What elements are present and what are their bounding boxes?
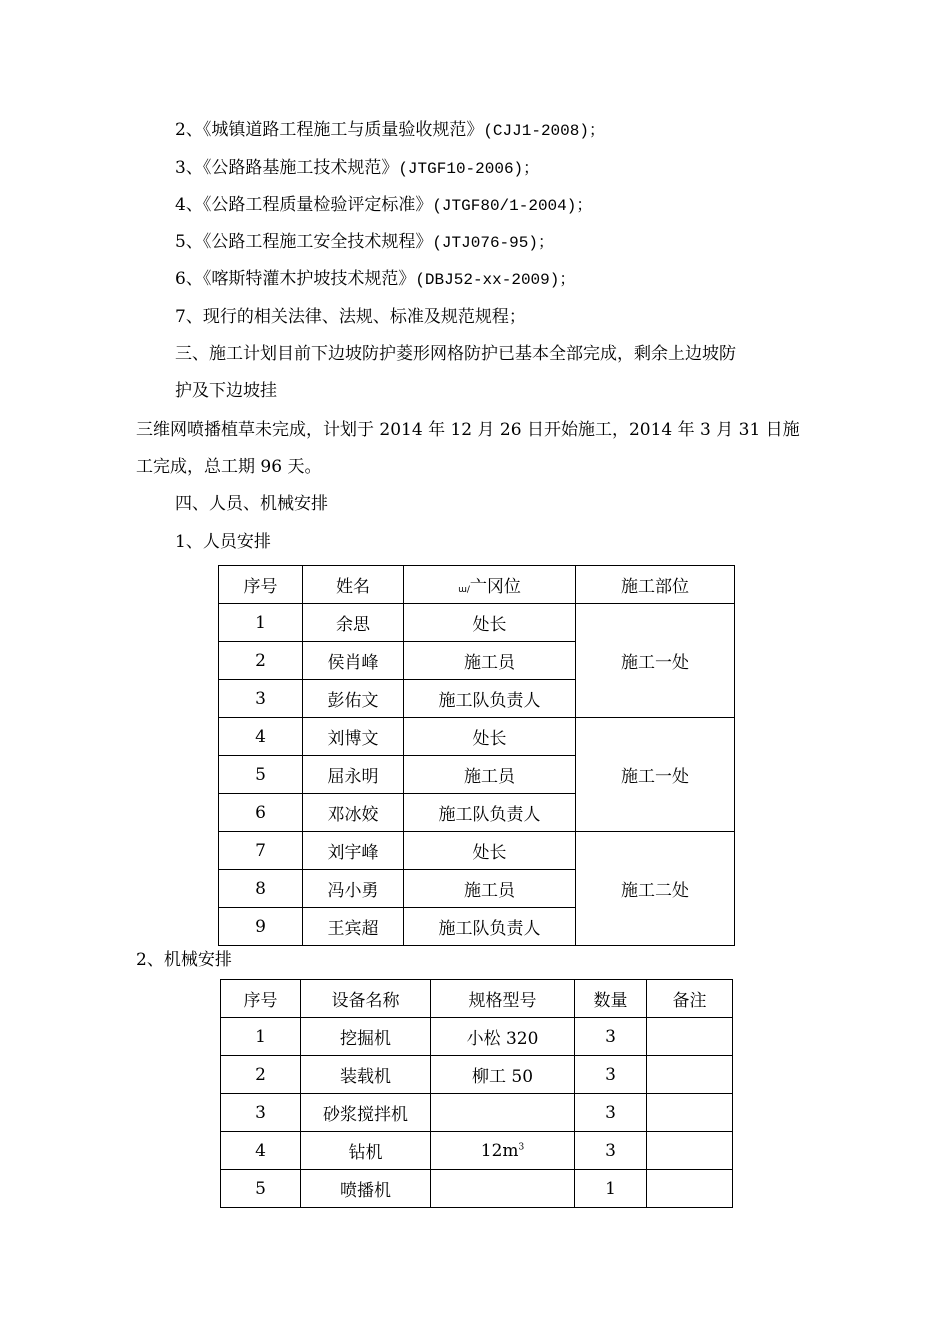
cell-no: 9 xyxy=(219,908,303,946)
table-header-row xyxy=(219,566,735,604)
cell-spec-exponent: 3 xyxy=(518,1141,525,1152)
cell-no: 1 xyxy=(219,604,303,642)
section3-line3: 三维网喷播植草未完成，计划于 2014 年 12 月 26 日开始施工，2014 年 3 月 31 日施 xyxy=(136,420,800,440)
table-row xyxy=(219,718,735,756)
personnel-subheading: 1、人员安排 xyxy=(175,532,271,552)
cell-name: 刘博文 xyxy=(303,718,404,756)
cell-name: 王宾超 xyxy=(303,908,404,946)
cell-dept-group: 施工一处 xyxy=(576,604,735,718)
ref-code: (JTGF10-2006)； xyxy=(398,160,540,178)
cell-name: 刘宇峰 xyxy=(303,832,404,870)
ref-item-2 xyxy=(175,118,605,143)
header-position-main: 亠冈位 xyxy=(469,577,521,597)
cell-no: 7 xyxy=(219,832,303,870)
cell-position: 施工队负责人 xyxy=(404,794,576,832)
cell-no: 6 xyxy=(219,794,303,832)
header-position xyxy=(404,566,576,604)
table-row xyxy=(219,832,735,870)
cell-position: 处长 xyxy=(404,604,576,642)
ref-code: (CJJ1-2008)； xyxy=(483,122,605,140)
personnel-table xyxy=(218,565,735,946)
cell-spec xyxy=(431,1170,575,1208)
ref-title: 《公路工程质量检验评定标准》 xyxy=(202,195,433,215)
cell-dept-group: 施工一处 xyxy=(576,718,735,832)
table-row xyxy=(221,1170,733,1208)
cell-no: 5 xyxy=(221,1170,301,1208)
cell-note xyxy=(647,1170,733,1208)
ref-code: (JTGF80/1-2004)； xyxy=(432,197,593,215)
cell-equipment-name: 挖掘机 xyxy=(301,1018,431,1056)
equipment-table xyxy=(220,979,733,1208)
ref-item-3 xyxy=(175,156,539,181)
ref-title: 《公路工程施工安全技术规程》 xyxy=(202,232,433,252)
cell-qty: 3 xyxy=(575,1132,647,1170)
cell-spec xyxy=(431,1094,575,1132)
section3-line4: 工完成，总工期 96 天。 xyxy=(136,457,322,477)
ref-item-7: 7、现行的相关法律、法规、标准及规范规程； xyxy=(175,307,526,327)
cell-spec: 柳工 50 xyxy=(431,1056,575,1094)
cell-no: 1 xyxy=(221,1018,301,1056)
cell-name: 冯小勇 xyxy=(303,870,404,908)
cell-dept-group: 施工二处 xyxy=(576,832,735,946)
cell-no: 8 xyxy=(219,870,303,908)
cell-note xyxy=(647,1018,733,1056)
cell-no: 2 xyxy=(219,642,303,680)
ref-item-6 xyxy=(175,267,575,292)
ref-code: (JTJ076-95)； xyxy=(432,234,554,252)
header-position-prefix: ɯ/ xyxy=(458,585,470,595)
cell-no: 4 xyxy=(221,1132,301,1170)
cell-spec: 小松 320 xyxy=(431,1018,575,1056)
cell-no: 5 xyxy=(219,756,303,794)
ref-num: 6、 xyxy=(175,269,203,289)
header-note: 备注 xyxy=(647,980,733,1018)
cell-position: 处长 xyxy=(404,832,576,870)
cell-no: 3 xyxy=(221,1094,301,1132)
ref-num: 4、 xyxy=(175,195,203,215)
ref-num: 5、 xyxy=(175,232,203,252)
cell-equipment-name: 装载机 xyxy=(301,1056,431,1094)
ref-title: 《喀斯特灌木护坡技术规范》 xyxy=(202,269,416,289)
cell-spec-base: 12m xyxy=(480,1140,519,1161)
cell-name: 屈永明 xyxy=(303,756,404,794)
table-row xyxy=(221,1094,733,1132)
cell-note xyxy=(647,1132,733,1170)
header-dept: 施工部位 xyxy=(576,566,735,604)
section3-line1: 三、施工计划目前下边坡防护菱形网格防护已基本全部完成，剩余上边坡防 xyxy=(175,344,736,364)
cell-position: 施工员 xyxy=(404,756,576,794)
header-name: 姓名 xyxy=(303,566,404,604)
cell-position: 施工队负责人 xyxy=(404,908,576,946)
cell-equipment-name: 钻机 xyxy=(301,1132,431,1170)
cell-no: 4 xyxy=(219,718,303,756)
ref-code: (DBJ52-xx-2009)； xyxy=(415,271,576,289)
cell-equipment-name: 砂浆搅拌机 xyxy=(301,1094,431,1132)
section4-heading: 四、人员、机械安排 xyxy=(175,494,328,514)
section3-line2: 护及下边坡挂 xyxy=(175,381,277,401)
cell-qty: 3 xyxy=(575,1018,647,1056)
cell-note xyxy=(647,1094,733,1132)
equipment-subheading: 2、机械安排 xyxy=(136,950,232,970)
cell-equipment-name: 喷播机 xyxy=(301,1170,431,1208)
cell-name: 彭佑文 xyxy=(303,680,404,718)
cell-position: 处长 xyxy=(404,718,576,756)
table-row xyxy=(219,604,735,642)
cell-note xyxy=(647,1056,733,1094)
ref-item-4 xyxy=(175,193,592,218)
header-equipment-name: 设备名称 xyxy=(301,980,431,1018)
header-spec: 规格型号 xyxy=(431,980,575,1018)
ref-title: 《公路路基施工技术规范》 xyxy=(202,158,399,178)
cell-no: 2 xyxy=(221,1056,301,1094)
ref-num: 2、 xyxy=(175,120,203,140)
table-row xyxy=(221,1132,733,1170)
cell-no: 3 xyxy=(219,680,303,718)
header-no: 序号 xyxy=(221,980,301,1018)
header-qty: 数量 xyxy=(575,980,647,1018)
cell-qty: 3 xyxy=(575,1056,647,1094)
cell-position: 施工员 xyxy=(404,642,576,680)
cell-name: 邓冰姣 xyxy=(303,794,404,832)
header-no: 序号 xyxy=(219,566,303,604)
cell-name: 余思 xyxy=(303,604,404,642)
cell-spec xyxy=(431,1132,575,1170)
cell-qty: 3 xyxy=(575,1094,647,1132)
cell-position: 施工员 xyxy=(404,870,576,908)
ref-num: 3、 xyxy=(175,158,203,178)
cell-qty: 1 xyxy=(575,1170,647,1208)
table-header-row xyxy=(221,980,733,1018)
cell-name: 侯肖峰 xyxy=(303,642,404,680)
cell-position: 施工队负责人 xyxy=(404,680,576,718)
ref-title: 《城镇道路工程施工与质量验收规范》 xyxy=(202,120,484,140)
table-row xyxy=(221,1018,733,1056)
ref-item-5 xyxy=(175,230,554,255)
table-row xyxy=(221,1056,733,1094)
